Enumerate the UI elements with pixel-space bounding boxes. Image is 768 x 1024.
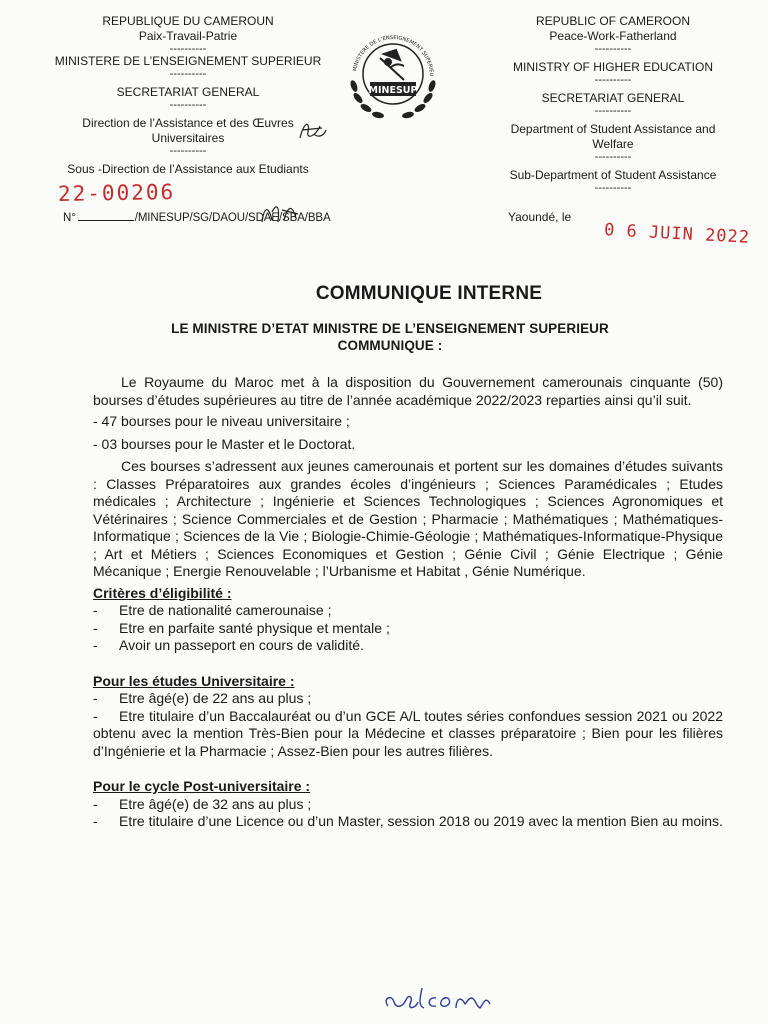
postgrad-list [93, 796, 723, 831]
separator: ---------- [594, 43, 632, 55]
list-item: - Etre titulaire d’une Licence ou d’un Master, session 2018 ou 2019 avec la mention Bien au moins. [93, 813, 723, 831]
svg-text:MINESUP: MINESUP [368, 85, 418, 96]
eligibility-list [93, 602, 723, 655]
header-left-motto: Paix-Travail-Patrie [138, 29, 238, 43]
subtitle-line-2: COMMUNIQUE : [337, 338, 443, 353]
separator: ---------- [594, 74, 632, 86]
reference-line [63, 212, 331, 224]
header-left-direction-2: Universitaires [151, 131, 225, 145]
reference-suffix: /MINESUP/SG/DAOU/SDAE/SBA/BBA [134, 212, 331, 224]
subtitle-line-1: LE MINISTRE D’ETAT MINISTRE DE L’ENSEIGNEMENT SUPERIEUR [171, 321, 609, 336]
header-left-direction: Direction de l’Assistance et des Œuvres [82, 116, 294, 130]
list-item: - Etre en parfaite santé physique et mentale ; [93, 620, 723, 638]
separator: ---------- [169, 99, 207, 111]
domains-paragraph: Ces bourses s’adressent aux jeunes camerounais et portent sur les domaines d’études suivants : Classes Préparatoires aux grandes écoles d’ingénieurs ; Sciences Paramédicales ; Etudes médicales ; Architecture ; Ingénierie et Sciences Technologiques ; Sciences Agronomiques et Vétérinaires ; Science Commerciales et de Gestion ; Pharmacie ; Mathématiques ; Mathématiques-Informatique ; Sciences de la Vie ; Biologie-Chimie-Géologie ; Mathématiques-Informatique-Physique ; Art et Métiers ; Sciences Economiques et Gestion ; Génie Civil ; Génie Electrique ; Génie Mécanique ; Energie Renouvelable ; l’Urbanisme et Habitat , Génie Numérique. [93, 458, 723, 579]
header-left-country: REPUBLIQUE DU CAMEROUN [102, 14, 274, 28]
list-item: - Avoir un passeport en cours de validité. [93, 637, 723, 655]
separator: ---------- [169, 145, 207, 157]
allocation-item: - 47 bourses pour le niveau universitaire ; [93, 413, 350, 429]
handwritten-note [378, 984, 510, 1018]
list-item: - Etre âgé(e) de 32 ans au plus ; [93, 796, 723, 814]
document-subtitle [110, 320, 670, 354]
header-left [40, 14, 336, 177]
separator: ---------- [594, 151, 632, 163]
reference-prefix: N° [63, 212, 76, 224]
list-item: - Etre âgé(e) de 22 ans au plus ; [93, 690, 723, 708]
separator: ---------- [169, 43, 207, 55]
reference-stamp-number: 22-00206 [57, 179, 176, 207]
date-stamp: 0 6 JUIN 2022 [603, 220, 751, 248]
header-right-department: Department of Student Assistance and [510, 122, 716, 136]
header-right-motto: Peace-Work-Fatherland [549, 29, 677, 43]
allocation-item: - 03 bourses pour le Master et le Doctorat. [93, 435, 356, 452]
separator: ---------- [594, 105, 632, 117]
postgrad-heading: Pour le cycle Post-universitaire : [93, 778, 311, 794]
list-item: - Etre titulaire d’un Baccalauréat ou d’un GCE A/L toutes séries confondues session 2021 ou 2022 obtenu avec la mention Très-Bien pour la Médecine et classes préparatoire ; Bien pour les filières d’Ingénierie et la Pharmacie ; Assez-Bien pour les autres filières. [93, 708, 723, 761]
eligibility-heading: Critères d’éligibilité : [93, 584, 232, 601]
place-label: Yaoundé, le [508, 210, 572, 224]
header-left-subdirection: Sous -Direction de l’Assistance aux Etudiants [67, 162, 309, 176]
header-right-secretariat: SECRETARIAT GENERAL [541, 91, 685, 105]
header-left-secretariat: SECRETARIAT GENERAL [116, 85, 260, 99]
intro-paragraph: Le Royaume du Maroc met à la disposition du Gouvernement camerounais cinquante (50) bourses d’études supérieures au titre de l’année académique 2022/2023 reparties ainsi qu’il suit. [93, 374, 723, 408]
header-left-ministry: MINISTERE DE L’ENSEIGNEMENT SUPERIEUR [54, 54, 322, 68]
document-title: COMMUNIQUE INTERNE [315, 283, 543, 304]
header-right-ministry: MINISTRY OF HIGHER EDUCATION [512, 60, 713, 74]
header-right-subdepartment: Sub-Department of Student Assistance [509, 168, 717, 182]
header-right-country: REPUBLIC OF CAMEROON [535, 14, 691, 28]
list-item: - Etre de nationalité camerounaise ; [93, 602, 723, 620]
university-list [93, 690, 723, 760]
minesup-logo [344, 24, 442, 124]
document-body [93, 374, 723, 831]
header-right [482, 14, 744, 193]
separator: ---------- [594, 182, 632, 194]
svg-text:MINISTERE DE L’ENSEIGNEMENT SU: MINISTERE DE L’ENSEIGNEMENT SUPERIEU [352, 34, 435, 77]
separator: ---------- [169, 68, 207, 80]
university-heading: Pour les études Universitaire : [93, 672, 295, 689]
header-right-department-2: Welfare [592, 137, 634, 151]
handwritten-initials [296, 116, 328, 144]
